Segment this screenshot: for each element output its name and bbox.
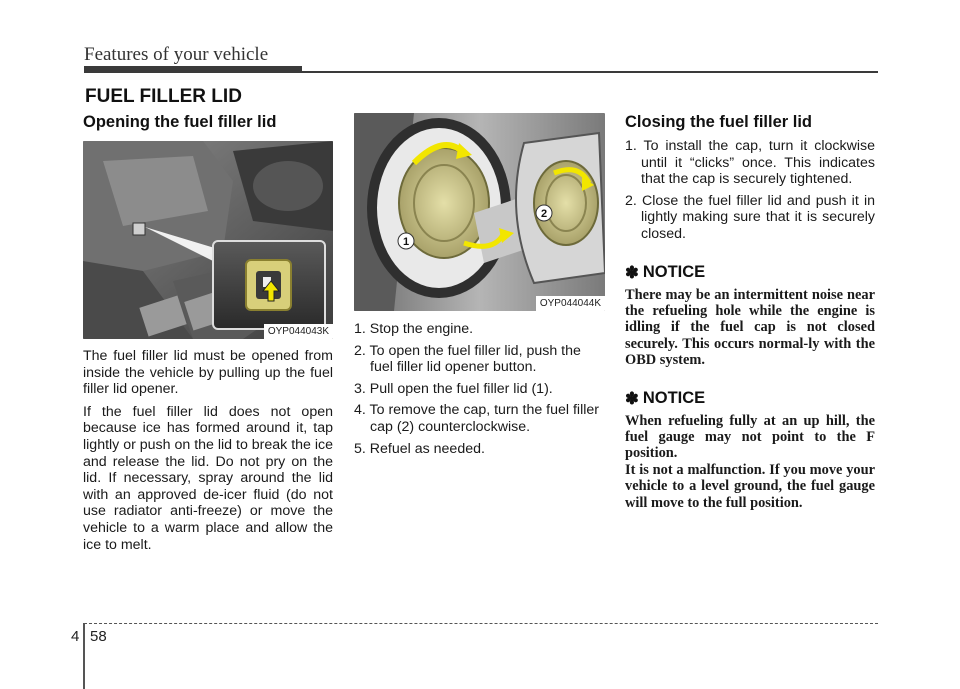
step-item: 4. To remove the cap, turn the fuel filler cap (2) counterclockwise. bbox=[354, 402, 599, 435]
step-item: 2. To open the fuel filler lid, push the fuel filler lid opener button. bbox=[354, 342, 581, 376]
footer-divider bbox=[84, 623, 878, 624]
fuel-cap-illustration bbox=[354, 113, 605, 311]
figure-code: OYP044044K bbox=[536, 296, 605, 311]
steps-list bbox=[354, 321, 604, 457]
notice-1-text: There may be an intermittent noise near the refueling hole while the engine is idling if the fuel cap is not closed securely. This occurs normal-ly with the OBD system. bbox=[625, 286, 875, 369]
dashboard-illustration bbox=[83, 141, 333, 339]
opening-paragraph-1: The fuel filler lid must be opened from inside the vehicle by pulling up the fuel filler lid opener. bbox=[83, 348, 333, 398]
notice-star-icon: ✽ bbox=[625, 389, 639, 408]
page-header-title: Features of your vehicle bbox=[84, 44, 269, 65]
closing-list bbox=[625, 138, 875, 243]
footer-vertical-line bbox=[83, 623, 85, 689]
closing-item: 1. To install the cap, turn it clockwise until it “clicks” once. This indicates that the cap is securely tightened. bbox=[625, 138, 875, 188]
callout-2: 2 bbox=[540, 208, 548, 220]
figure-code: OYP044043K bbox=[264, 324, 333, 339]
step-item: 5. Refuel as needed. bbox=[354, 440, 485, 457]
opening-paragraph-2: If the fuel filler lid does not open because ice has formed around it, tap lightly or push on the lid to break the ice and release the lid. Do not pry on the lid. If necessary, spray around the lid with an approved de-icer fluid (do not use radiator anti-freeze) or move the vehicle to a warm place and allow the ice to melt. bbox=[83, 403, 334, 553]
dashboard-opener-figure bbox=[83, 141, 333, 339]
notice-1-title: NOTICE bbox=[642, 263, 706, 282]
notice-star-icon: ✽ bbox=[625, 263, 639, 282]
column-steps bbox=[354, 113, 604, 462]
notice-2-heading bbox=[625, 389, 875, 409]
fuel-cap-figure bbox=[354, 113, 605, 311]
step-item: 1. Stop the engine. bbox=[354, 321, 474, 337]
column-opening bbox=[83, 110, 333, 559]
closing-title: Closing the fuel filler lid bbox=[625, 113, 813, 131]
header-bar-thin bbox=[84, 71, 878, 73]
callout-1: 1 bbox=[402, 236, 410, 248]
opening-title: Opening the fuel filler lid bbox=[83, 113, 277, 131]
notice-1-heading bbox=[625, 263, 875, 283]
page-section-number: 4 bbox=[71, 628, 80, 645]
notice-2-text: When refueling fully at an up hill, the fuel gauge may not point to the F position. It is not a malfunction. If you move your vehicle to a level ground, the fuel gauge will move to the full position. bbox=[625, 412, 875, 511]
step-item: 3. Pull open the fuel filler lid (1). bbox=[354, 380, 553, 397]
column-closing bbox=[625, 110, 875, 511]
closing-item: 2. Close the fuel filler lid and push it in lightly making sure that it is securely closed. bbox=[625, 192, 875, 242]
section-title: FUEL FILLER LID bbox=[85, 86, 242, 107]
notice-2-title: NOTICE bbox=[642, 389, 706, 408]
page-number: 58 bbox=[90, 628, 107, 645]
